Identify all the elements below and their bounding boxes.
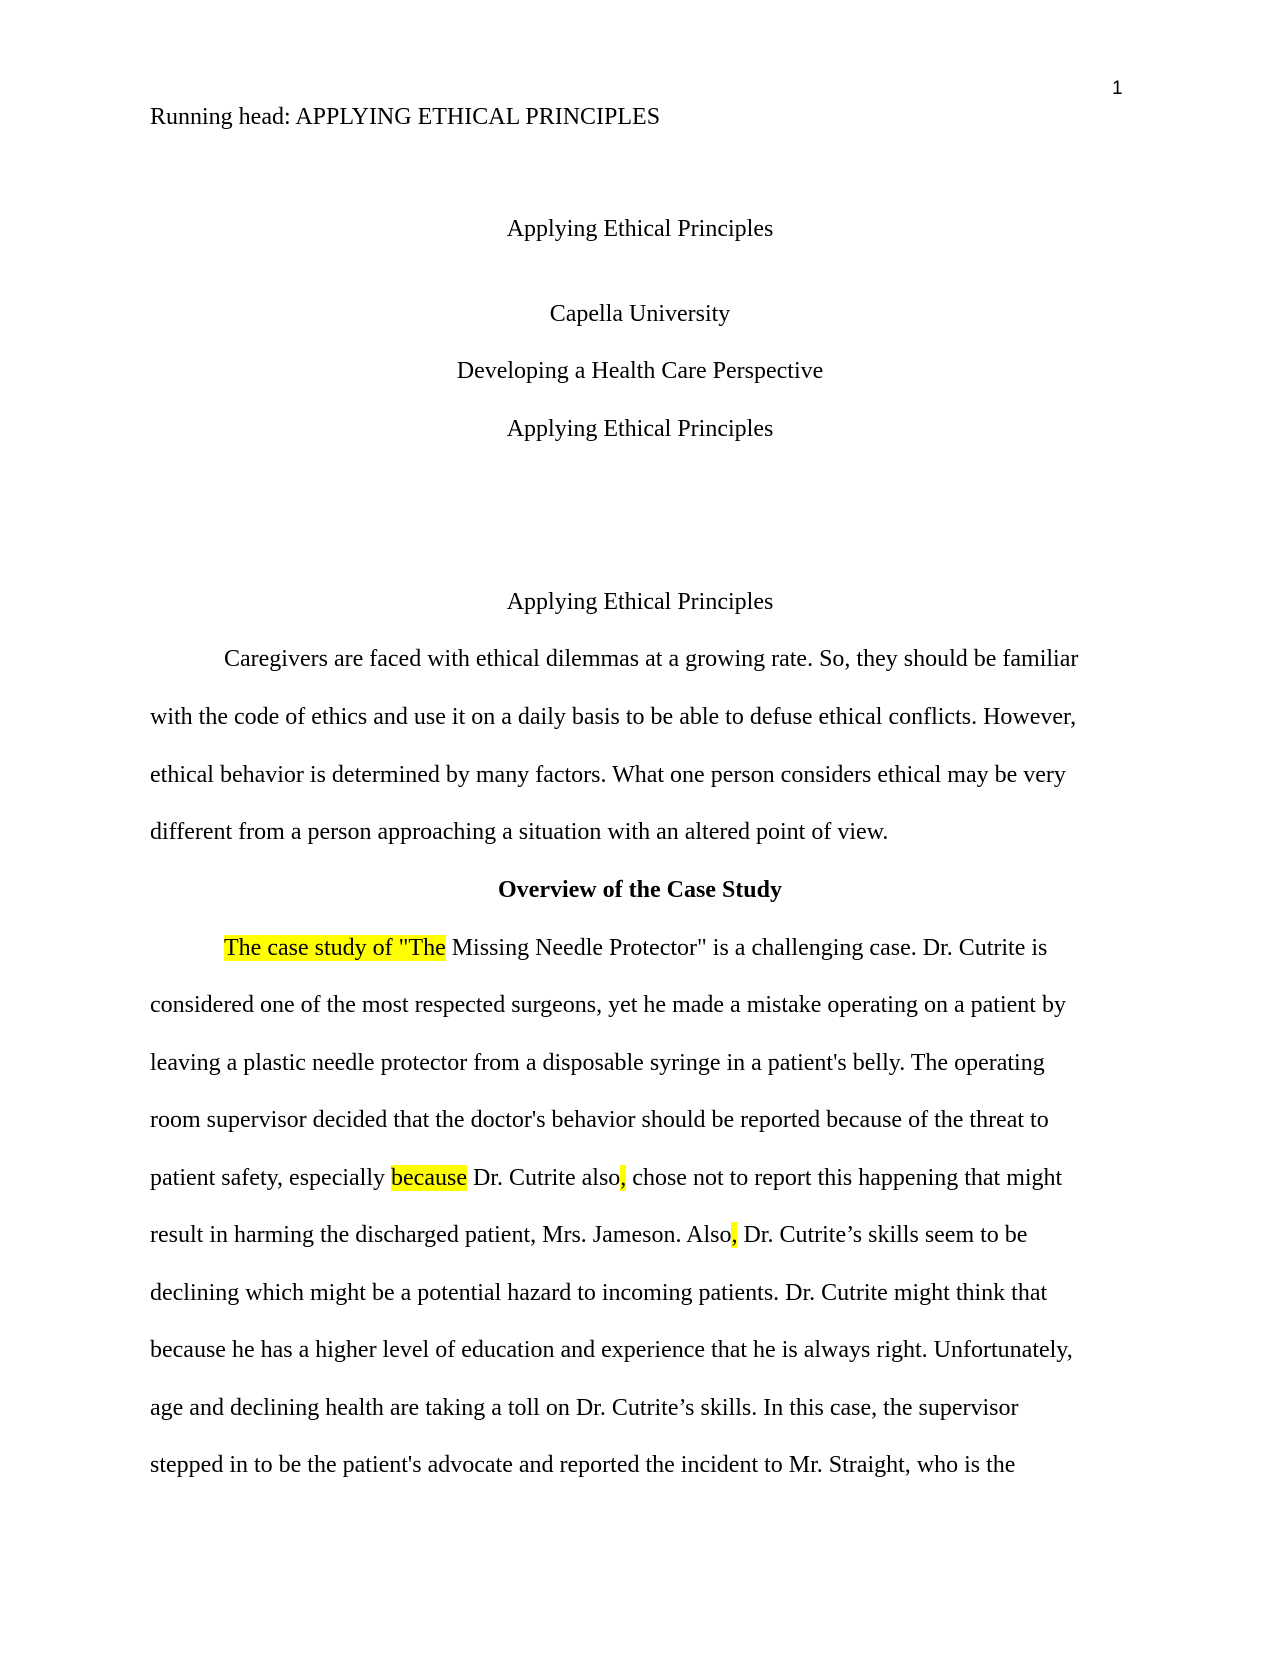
case-line: considered one of the most respected surgeons, yet he made a mistake operating on a patient by — [150, 992, 1066, 1018]
intro-line: with the code of ethics and use it on a daily basis to be able to defuse ethical conflicts. However, — [150, 704, 1077, 730]
running-head: Running head: APPLYING ETHICAL PRINCIPLES — [150, 104, 661, 130]
case-line: declining which might be a potential hazard to incoming patients. Dr. Cutrite might think that — [150, 1280, 1048, 1306]
highlighted-comma: , — [731, 1222, 738, 1248]
intro-line: ethical behavior is determined by many factors. What one person considers ethical may be very — [150, 762, 1066, 788]
intro-line: different from a person approaching a situation with an altered point of view. — [150, 819, 889, 845]
case-line: because he has a higher level of education and experience that he is always right. Unfortunately, — [150, 1337, 1073, 1363]
case-line — [224, 935, 1047, 962]
case-text: patient safety, especially — [150, 1165, 392, 1191]
case-line: room supervisor decided that the doctor's behavior should be reported because of the threat to — [150, 1107, 1049, 1133]
title-page-assignment: Applying Ethical Principles — [506, 416, 774, 442]
body-title: Applying Ethical Principles — [506, 589, 774, 615]
title-page-course: Developing a Health Care Perspective — [456, 358, 824, 384]
intro-line: Caregivers are faced with ethical dilemmas at a growing rate. So, they should be familiar — [224, 646, 1079, 672]
case-line: age and declining health are taking a toll on Dr. Cutrite’s skills. In this case, the supervisor — [150, 1395, 1019, 1421]
case-text: Dr. Cutrite’s skills seem to be — [737, 1222, 1028, 1248]
case-line: stepped in to be the patient's advocate and reported the incident to Mr. Straight, who is the — [150, 1452, 1016, 1478]
highlighted-text: The case study of "The — [224, 935, 446, 961]
title-page-institution: Capella University — [549, 301, 731, 327]
section-heading: Overview of the Case Study — [498, 877, 782, 903]
case-text: chose not to report this happening that might — [626, 1165, 1063, 1191]
case-line — [150, 1165, 1062, 1192]
page-number: 1 — [1112, 78, 1123, 99]
case-text: result in harming the discharged patient, Mrs. Jameson. Also — [150, 1222, 732, 1248]
highlighted-text: because — [391, 1165, 467, 1191]
case-line — [150, 1222, 1027, 1249]
case-text: Missing Needle Protector" is a challenging case. Dr. Cutrite is — [445, 935, 1048, 961]
highlighted-comma: , — [620, 1165, 627, 1191]
case-line: leaving a plastic needle protector from a disposable syringe in a patient's belly. The operating — [150, 1050, 1045, 1076]
title-page-title: Applying Ethical Principles — [506, 216, 774, 242]
case-text: Dr. Cutrite also — [466, 1165, 621, 1191]
